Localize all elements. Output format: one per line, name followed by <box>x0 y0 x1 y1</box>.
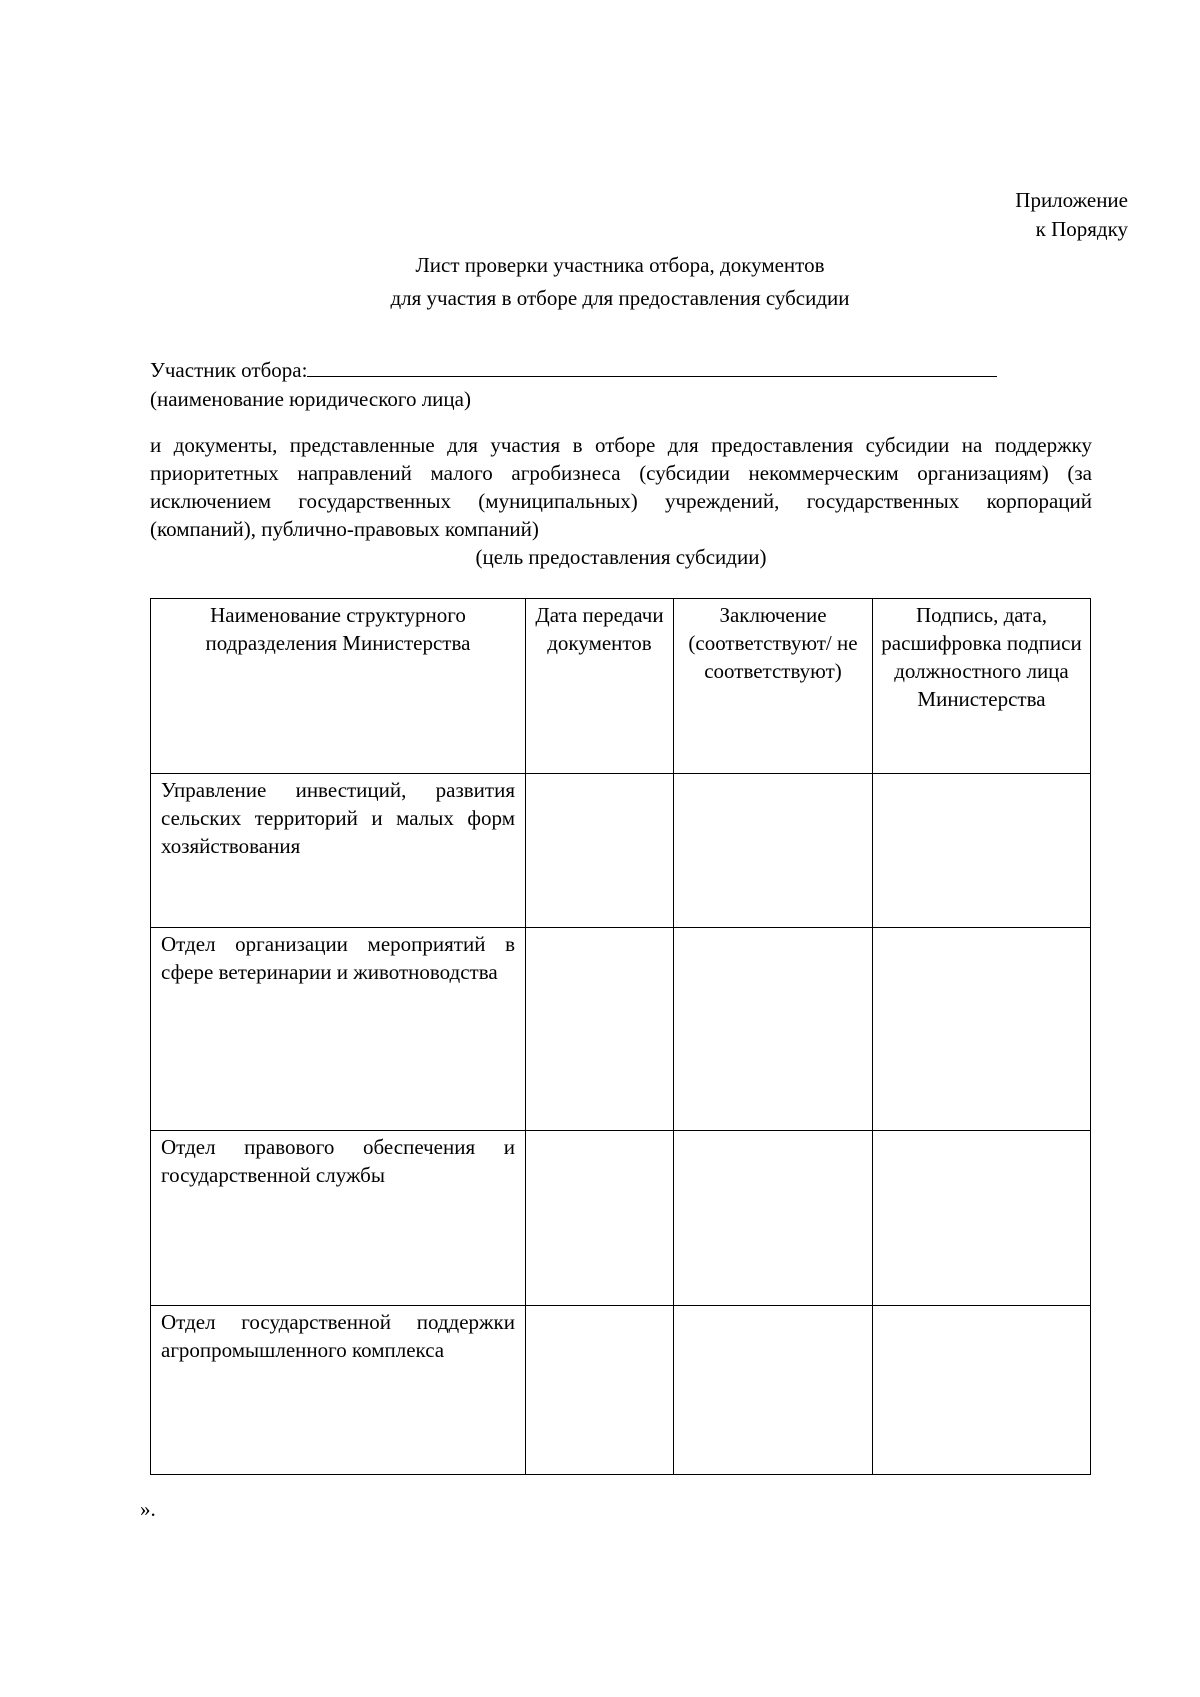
document-title <box>150 249 1090 315</box>
title-line-2: для участия в отборе для предоставления субсидии <box>390 286 850 310</box>
department-cell: Управление инвестиций, развития сельских территорий и малых форм хозяйствования <box>151 774 526 928</box>
header-conclusion: Заключение (соответствуют/ не соответствуют) <box>674 599 873 774</box>
appendix-heading <box>1015 186 1128 244</box>
participant-block <box>150 354 997 414</box>
date-cell[interactable] <box>526 774 674 928</box>
date-cell[interactable] <box>526 928 674 1131</box>
appendix-label: Приложение <box>1015 188 1128 212</box>
header-date: Дата передачи документов <box>526 599 674 774</box>
participant-name-field[interactable] <box>307 354 997 377</box>
department-cell: Отдел государственной поддержки агропромышленного комплекса <box>151 1306 526 1475</box>
check-table <box>150 598 1091 1475</box>
table-row <box>151 928 1091 1131</box>
signature-cell[interactable] <box>873 774 1091 928</box>
title-line-1: Лист проверки участника отбора, документов <box>415 253 825 277</box>
closing-quote: ». <box>140 1497 156 1521</box>
signature-cell[interactable] <box>873 928 1091 1131</box>
table-row <box>151 774 1091 928</box>
header-signature: Подпись, дата, расшифровка подписи должностного лица Министерства <box>873 599 1091 774</box>
documents-text: и документы, представленные для участия в отборе для предоставления субсидии на поддержку приоритетных направлений малого агробизнеса (субсидии некоммерческим организациям) (за исключением государственных (муниципальных) учреждений, государственных корпораций (компаний), публично-правовых компаний) <box>150 433 1092 541</box>
participant-caption: (наименование юридического лица) <box>150 387 471 411</box>
signature-cell[interactable] <box>873 1131 1091 1306</box>
appendix-reference: к Порядку <box>1035 217 1128 241</box>
table-header-row <box>151 599 1091 774</box>
conclusion-cell[interactable] <box>674 1131 873 1306</box>
participant-label: Участник отбора: <box>150 358 308 382</box>
conclusion-cell[interactable] <box>674 774 873 928</box>
table-row <box>151 1131 1091 1306</box>
date-cell[interactable] <box>526 1306 674 1475</box>
department-cell: Отдел организации мероприятий в сфере ветеринарии и животноводства <box>151 928 526 1131</box>
conclusion-cell[interactable] <box>674 1306 873 1475</box>
date-cell[interactable] <box>526 1131 674 1306</box>
header-department: Наименование структурного подразделения Министерства <box>151 599 526 774</box>
signature-cell[interactable] <box>873 1306 1091 1475</box>
documents-block <box>150 431 1092 571</box>
conclusion-cell[interactable] <box>674 928 873 1131</box>
purpose-caption: (цель предоставления субсидии) <box>475 545 767 569</box>
department-cell: Отдел правового обеспечения и государственной службы <box>151 1131 526 1306</box>
table-row <box>151 1306 1091 1475</box>
